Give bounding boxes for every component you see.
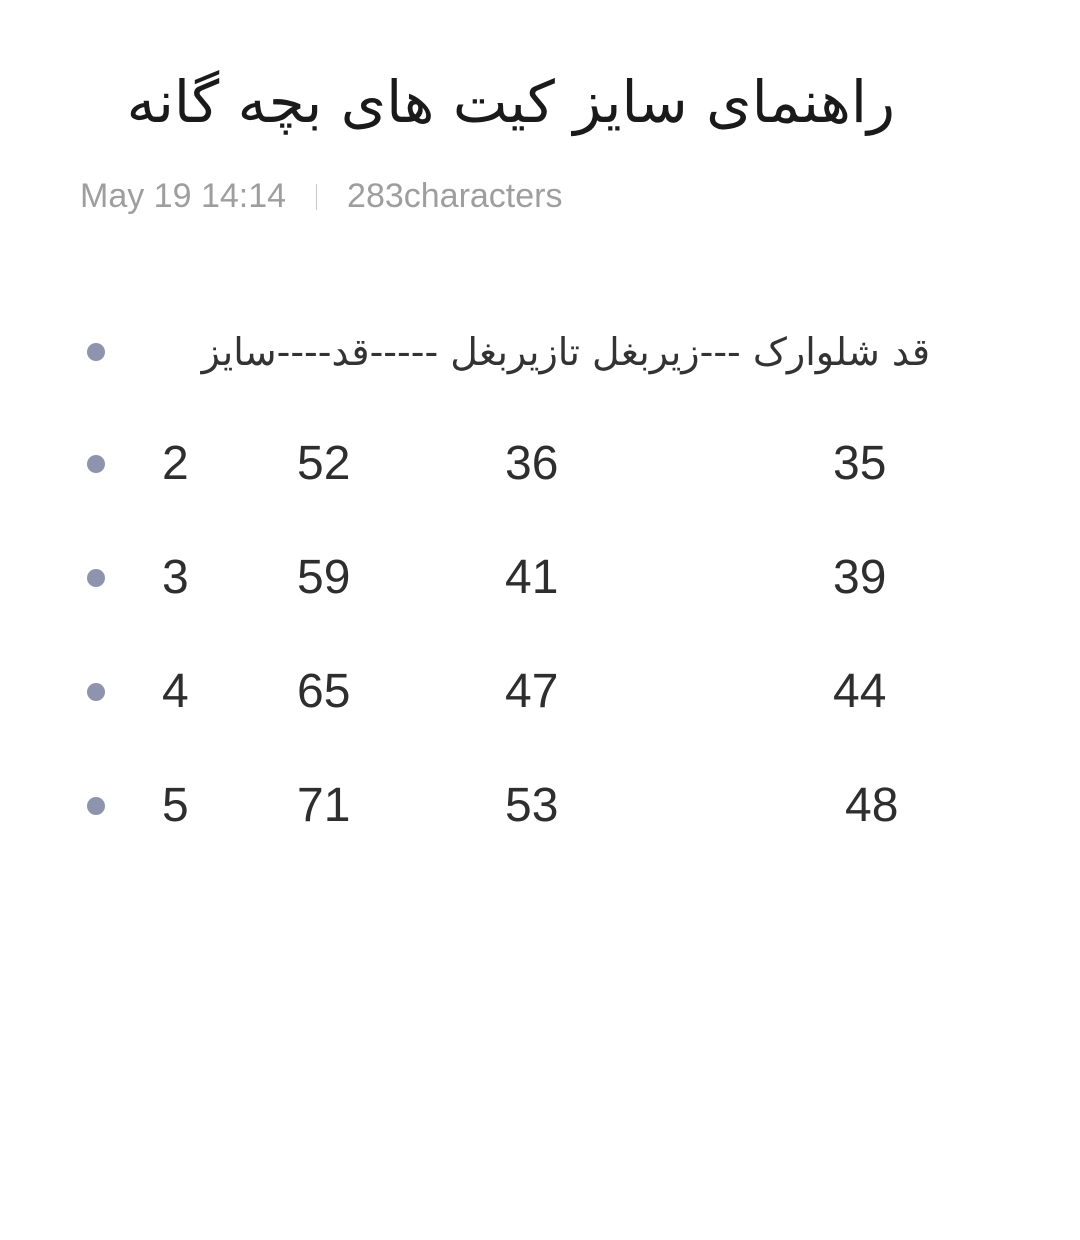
underarm-value: 36 bbox=[505, 437, 559, 490]
note-date: May 19 14:14 bbox=[80, 177, 287, 215]
length-value: 59 bbox=[297, 551, 351, 604]
size-value: 4 bbox=[162, 665, 189, 718]
length-value: 71 bbox=[297, 779, 351, 832]
shorts-length-value: 39 bbox=[833, 551, 887, 604]
shorts-length-value: 48 bbox=[845, 779, 899, 832]
size-table-header: قد شلوارک ---زیربغل تازیربغل -----قد----سایز bbox=[201, 330, 930, 374]
size-value: 3 bbox=[162, 551, 189, 604]
underarm-value: 47 bbox=[505, 665, 559, 718]
length-value: 52 bbox=[297, 437, 351, 490]
list-item-header bbox=[0, 322, 1080, 382]
note-title: راهنمای سایز کیت های بچه گانه bbox=[126, 68, 895, 136]
underarm-value: 41 bbox=[505, 551, 559, 604]
bullet-icon bbox=[87, 343, 105, 361]
bullet-icon bbox=[87, 569, 105, 587]
list-item bbox=[0, 776, 1080, 836]
note-meta bbox=[80, 176, 563, 216]
underarm-value: 53 bbox=[505, 779, 559, 832]
length-value: 65 bbox=[297, 665, 351, 718]
shorts-length-value: 44 bbox=[833, 665, 887, 718]
bullet-icon bbox=[87, 455, 105, 473]
character-count: 283characters bbox=[347, 177, 563, 215]
list-item bbox=[0, 434, 1080, 494]
list-item bbox=[0, 548, 1080, 608]
meta-divider bbox=[316, 184, 317, 210]
shorts-length-value: 35 bbox=[833, 437, 887, 490]
bullet-icon bbox=[87, 797, 105, 815]
list-item bbox=[0, 662, 1080, 722]
size-value: 5 bbox=[162, 779, 189, 832]
size-value: 2 bbox=[162, 437, 189, 490]
bullet-icon bbox=[87, 683, 105, 701]
